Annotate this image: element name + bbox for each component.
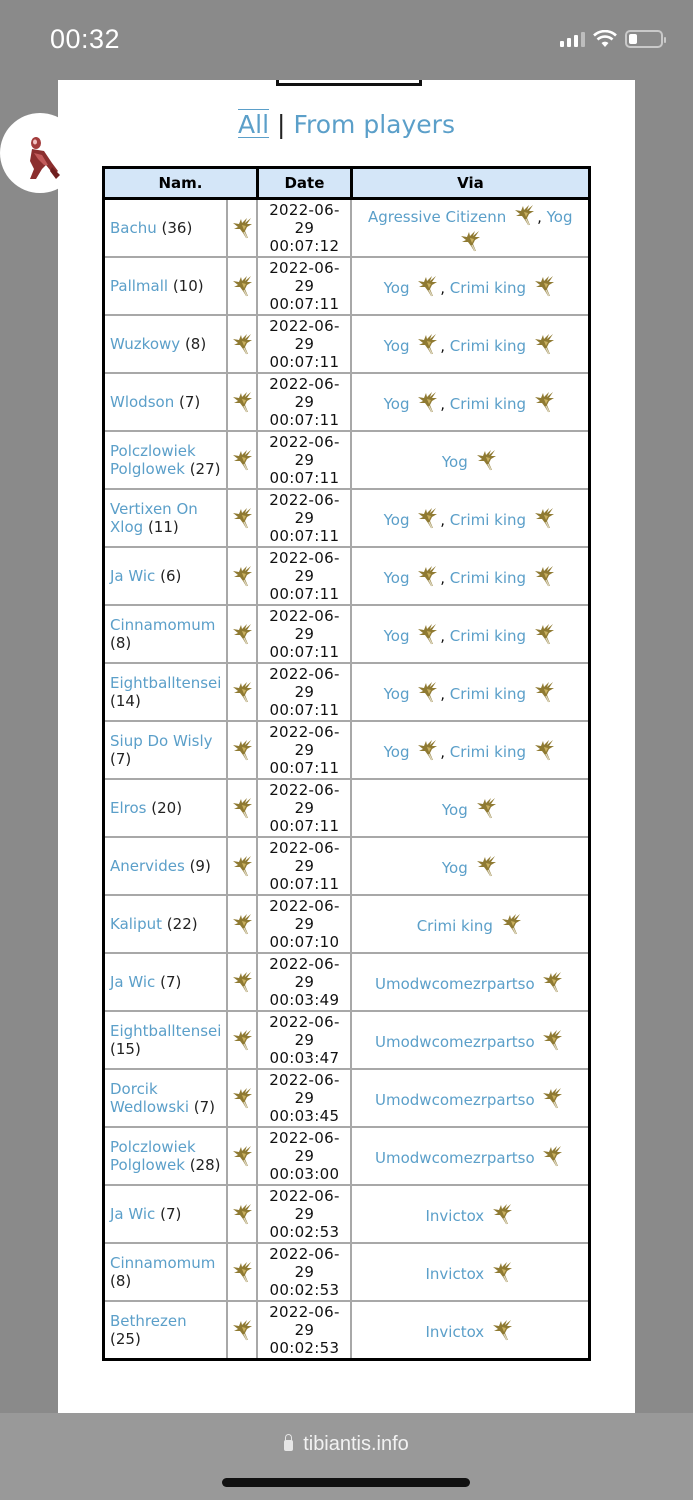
date-cell — [257, 1011, 351, 1069]
date-value: 2022-06- 29 — [269, 1071, 340, 1107]
victim-name-link[interactable]: Bachu — [110, 219, 157, 237]
date-value: 2022-06- 29 — [269, 201, 340, 237]
cellular-signal-icon — [560, 31, 585, 47]
victim-name-link[interactable]: Elros — [110, 799, 147, 817]
skull-creature-icon — [531, 395, 557, 413]
victim-name-link[interactable]: Polczlowiek Polglowek — [110, 1138, 196, 1174]
date-cell — [257, 547, 351, 605]
time-value: 00:07:11 — [269, 585, 340, 603]
victim-cell — [104, 663, 228, 721]
time-value: 00:03:49 — [269, 991, 340, 1009]
time-value: 00:03:45 — [269, 1107, 340, 1125]
table-row — [104, 315, 590, 373]
victim-cell — [104, 489, 228, 547]
victim-name-link[interactable]: Eightballtensei — [110, 674, 222, 692]
time-value: 00:07:11 — [269, 701, 340, 719]
victim-name-link[interactable]: Pallmall — [110, 277, 169, 295]
header-date: Date — [257, 168, 351, 199]
skull-creature-icon — [531, 627, 557, 645]
victim-level: (8) — [110, 1272, 132, 1290]
skull-creature-icon — [531, 569, 557, 587]
date-cell — [257, 1185, 351, 1243]
skull-creature-icon — [229, 281, 255, 299]
victim-level: (14) — [110, 692, 141, 710]
via-killer-link[interactable]: Yog — [383, 395, 410, 413]
victim-cell — [104, 1127, 228, 1185]
skull-creature-icon — [229, 803, 255, 821]
victim-cell — [104, 895, 228, 953]
skull-creature-icon — [539, 1033, 565, 1051]
victim-level: (7) — [178, 393, 201, 411]
victim-name-link[interactable]: Ja Wic — [110, 567, 156, 585]
victim-icon-cell — [227, 547, 257, 605]
victim-cell — [104, 1301, 228, 1360]
date-cell — [257, 373, 351, 431]
table-row — [104, 489, 590, 547]
skull-creature-icon — [531, 511, 557, 529]
date-cell — [257, 1127, 351, 1185]
date-value: 2022-06- 29 — [269, 433, 340, 469]
date-cell — [257, 953, 351, 1011]
address-bar[interactable] — [0, 1433, 693, 1456]
header-name: Nam. — [104, 168, 258, 199]
browser-bottom-bar — [0, 1413, 693, 1500]
victim-cell — [104, 315, 228, 373]
victim-icon-cell — [227, 1243, 257, 1301]
via-cell — [351, 953, 589, 1011]
victim-level: (11) — [147, 518, 179, 536]
victim-icon-cell — [227, 663, 257, 721]
time-value: 00:07:11 — [269, 817, 340, 835]
victim-icon-cell — [227, 895, 257, 953]
filter-all-link[interactable]: All — [238, 110, 270, 139]
via-killer-link[interactable]: Yog — [383, 337, 410, 355]
time-value: 00:07:12 — [269, 237, 340, 255]
table-row — [104, 895, 590, 953]
via-cell — [351, 315, 589, 373]
victim-cell — [104, 199, 228, 258]
status-icons — [560, 30, 663, 48]
skull-creature-icon — [229, 745, 255, 763]
victim-icon-cell — [227, 489, 257, 547]
victim-cell — [104, 837, 228, 895]
skull-creature-icon — [229, 629, 255, 647]
via-cell — [351, 1011, 589, 1069]
table-row — [104, 257, 590, 315]
via-cell — [351, 1185, 589, 1243]
time-value: 00:02:53 — [269, 1339, 340, 1357]
victim-icon-cell — [227, 1127, 257, 1185]
via-cell — [351, 663, 589, 721]
victim-level: (7) — [160, 1205, 182, 1223]
skull-creature-icon — [414, 569, 440, 587]
victim-icon-cell — [227, 605, 257, 663]
victim-cell — [104, 373, 228, 431]
time-value: 00:07:11 — [269, 527, 340, 545]
victim-name-link[interactable]: Dorcik Wedlowski — [110, 1080, 189, 1116]
date-cell — [257, 721, 351, 779]
victim-level: (36) — [161, 219, 193, 237]
victim-name-link[interactable]: Bethrezen — [110, 1312, 187, 1330]
skull-creature-icon — [229, 339, 255, 357]
victim-cell — [104, 1011, 228, 1069]
skull-creature-icon — [229, 1209, 255, 1227]
time-value: 00:07:11 — [269, 469, 340, 487]
table-row — [104, 373, 590, 431]
date-value: 2022-06- 29 — [269, 607, 340, 643]
skull-creature-icon — [531, 337, 557, 355]
filter-from-players-link[interactable]: From players — [293, 110, 455, 139]
skull-creature-icon — [489, 1323, 515, 1341]
battery-icon — [625, 30, 663, 48]
table-row — [104, 431, 590, 489]
skull-creature-icon — [229, 1035, 255, 1053]
skull-creature-icon — [229, 977, 255, 995]
victim-name-link[interactable]: Wuzkowy — [110, 335, 181, 353]
victim-name-link[interactable]: Eightballtensei — [110, 1022, 222, 1040]
skull-creature-icon — [531, 743, 557, 761]
date-value: 2022-06- 29 — [269, 317, 340, 353]
via-separator: , — [440, 685, 450, 703]
via-cell — [351, 605, 589, 663]
time-value: 00:03:00 — [269, 1165, 340, 1183]
via-separator: , — [440, 337, 450, 355]
skull-creature-icon — [473, 453, 499, 471]
table-row — [104, 199, 590, 258]
victim-level: (28) — [189, 1156, 221, 1174]
via-killer-link[interactable]: Yog — [383, 743, 410, 761]
date-value: 2022-06- 29 — [269, 955, 340, 991]
time-value: 00:03:47 — [269, 1049, 340, 1067]
skull-creature-icon — [539, 1091, 565, 1109]
victim-name-link[interactable]: Polczlowiek Polglowek — [110, 442, 196, 478]
time-value: 00:07:11 — [269, 353, 340, 371]
time-value: 00:07:11 — [269, 295, 340, 313]
victim-level: (8) — [184, 335, 207, 353]
via-killer-link[interactable]: Crimi king — [449, 627, 527, 645]
table-row — [104, 1185, 590, 1243]
victim-icon-cell — [227, 837, 257, 895]
skull-creature-icon — [414, 511, 440, 529]
victim-name-link[interactable]: Kaliput — [110, 915, 163, 933]
lock-icon — [284, 1440, 293, 1451]
table-row — [104, 779, 590, 837]
via-killer-link[interactable]: Crimi king — [449, 395, 527, 413]
date-cell — [257, 199, 351, 258]
date-cell — [257, 663, 351, 721]
skull-creature-icon — [229, 223, 255, 241]
table-row — [104, 1011, 590, 1069]
date-cell — [257, 257, 351, 315]
skull-creature-icon — [489, 1265, 515, 1283]
time-value: 00:07:10 — [269, 933, 340, 951]
table-row — [104, 1301, 590, 1360]
victim-level: (25) — [110, 1330, 141, 1348]
skull-creature-icon — [539, 975, 565, 993]
victim-level: (15) — [110, 1040, 141, 1058]
via-cell — [351, 1301, 589, 1360]
filter-separator: | — [277, 110, 286, 139]
via-separator: , — [440, 279, 450, 297]
victim-level: (20) — [151, 799, 183, 817]
via-killer-link[interactable]: Crimi king — [449, 279, 527, 297]
date-cell — [257, 1301, 351, 1360]
via-separator: , — [440, 395, 450, 413]
victim-level: (10) — [172, 277, 204, 295]
victim-icon-cell — [227, 257, 257, 315]
skull-creature-icon — [414, 395, 440, 413]
via-killer-link[interactable]: Crimi king — [449, 337, 527, 355]
via-killer-link[interactable]: Crimi king — [416, 917, 493, 935]
time-value: 00:07:11 — [269, 411, 340, 429]
via-cell — [351, 489, 589, 547]
victim-cell — [104, 1243, 228, 1301]
table-row — [104, 605, 590, 663]
victim-name-link[interactable]: Siup Do Wisly — [110, 732, 213, 750]
header-via: Via — [351, 168, 589, 199]
skull-creature-icon — [229, 455, 255, 473]
victim-name-link[interactable]: Cinnamomum — [110, 616, 216, 634]
victim-icon-cell — [227, 431, 257, 489]
date-value: 2022-06- 29 — [269, 723, 340, 759]
via-killer-link[interactable]: Yog — [383, 685, 410, 703]
victim-cell — [104, 1069, 228, 1127]
via-killer-link[interactable]: Crimi king — [449, 511, 527, 529]
via-killer-link[interactable]: Umodwcomezrpartso — [375, 1149, 535, 1167]
victim-level: (7) — [193, 1098, 216, 1116]
skull-creature-icon — [414, 685, 440, 703]
via-killer-link[interactable]: Invictox — [425, 1265, 485, 1283]
date-value: 2022-06- 29 — [269, 781, 340, 817]
victim-level: (27) — [189, 460, 221, 478]
via-killer-link[interactable]: Yog — [383, 279, 410, 297]
victim-icon-cell — [227, 315, 257, 373]
date-value: 2022-06- 29 — [269, 259, 340, 295]
skull-creature-icon — [414, 279, 440, 297]
skull-creature-icon — [473, 859, 499, 877]
via-separator: , — [440, 511, 450, 529]
skull-creature-icon — [229, 571, 255, 589]
date-cell — [257, 837, 351, 895]
time-value: 00:02:53 — [269, 1281, 340, 1299]
table-row — [104, 547, 590, 605]
via-killer-link[interactable]: Yog — [546, 208, 573, 226]
date-value: 2022-06- 29 — [269, 665, 340, 701]
table-row — [104, 953, 590, 1011]
table-row — [104, 663, 590, 721]
top-tab-edge — [276, 80, 422, 86]
web-page — [58, 80, 635, 1413]
date-value: 2022-06- 29 — [269, 549, 340, 585]
skull-creature-icon — [229, 1093, 255, 1111]
via-cell — [351, 547, 589, 605]
skull-creature-icon — [473, 801, 499, 819]
avatar[interactable] — [0, 113, 80, 193]
url-text: tibiantis.info — [303, 1433, 409, 1455]
table-header-row — [104, 168, 590, 199]
victim-cell — [104, 547, 228, 605]
date-value: 2022-06- 29 — [269, 1013, 340, 1049]
via-separator: , — [440, 743, 450, 761]
victim-cell — [104, 721, 228, 779]
via-cell — [351, 199, 589, 258]
victim-level: (7) — [160, 973, 182, 991]
via-killer-link[interactable]: Crimi king — [449, 569, 527, 587]
skull-creature-icon — [414, 627, 440, 645]
victim-icon-cell — [227, 953, 257, 1011]
date-cell — [257, 1243, 351, 1301]
deaths-table — [102, 166, 591, 1361]
victim-name-link[interactable]: Anervides — [110, 857, 185, 875]
date-value: 2022-06- 29 — [269, 1303, 340, 1339]
clock: 00:32 — [50, 24, 121, 54]
date-value: 2022-06- 29 — [269, 897, 340, 933]
victim-level: (22) — [166, 915, 198, 933]
date-cell — [257, 315, 351, 373]
date-cell — [257, 431, 351, 489]
victim-name-link[interactable]: Vertixen On Xlog — [110, 500, 198, 536]
skull-creature-icon — [229, 513, 255, 531]
skull-creature-icon — [414, 743, 440, 761]
via-cell — [351, 1069, 589, 1127]
via-killer-link[interactable]: Yog — [441, 453, 468, 471]
table-row — [104, 721, 590, 779]
via-killer-link[interactable]: Invictox — [425, 1323, 485, 1341]
skull-creature-icon — [229, 919, 255, 937]
skull-creature-icon — [539, 1149, 565, 1167]
date-cell — [257, 605, 351, 663]
via-cell — [351, 1127, 589, 1185]
victim-name-link[interactable]: Ja Wic — [110, 973, 156, 991]
victim-name-link[interactable]: Ja Wic — [110, 1205, 156, 1223]
victim-icon-cell — [227, 721, 257, 779]
victim-cell — [104, 431, 228, 489]
date-value: 2022-06- 29 — [269, 491, 340, 527]
via-killer-link[interactable]: Crimi king — [449, 743, 527, 761]
time-value: 00:07:11 — [269, 759, 340, 777]
skull-creature-icon — [511, 208, 537, 226]
via-cell — [351, 779, 589, 837]
victim-icon-cell — [227, 1011, 257, 1069]
via-separator: , — [440, 569, 450, 587]
victim-level: (9) — [189, 857, 211, 875]
victim-icon-cell — [227, 779, 257, 837]
skull-creature-icon — [229, 687, 255, 705]
via-cell — [351, 837, 589, 895]
via-killer-link[interactable]: Umodwcomezrpartso — [375, 1033, 535, 1051]
skull-creature-icon — [229, 1325, 255, 1343]
creature-avatar-icon — [22, 135, 62, 185]
via-cell — [351, 1243, 589, 1301]
via-cell — [351, 721, 589, 779]
date-cell — [257, 779, 351, 837]
victim-icon-cell — [227, 1069, 257, 1127]
skull-creature-icon — [489, 1207, 515, 1225]
victim-cell — [104, 1185, 228, 1243]
victim-level: (6) — [160, 567, 182, 585]
victim-cell — [104, 257, 228, 315]
victim-cell — [104, 953, 228, 1011]
table-row — [104, 1069, 590, 1127]
skull-creature-icon — [229, 1151, 255, 1169]
via-separator: , — [440, 627, 450, 645]
table-row — [104, 1127, 590, 1185]
kill-filter — [58, 110, 635, 139]
date-value: 2022-06- 29 — [269, 839, 340, 875]
via-killer-link[interactable]: Yog — [383, 511, 410, 529]
table-row — [104, 837, 590, 895]
via-cell — [351, 431, 589, 489]
victim-icon-cell — [227, 199, 257, 258]
wifi-icon — [593, 30, 617, 48]
via-killer-link[interactable]: Umodwcomezrpartso — [375, 975, 535, 993]
via-killer-link[interactable]: Yog — [441, 801, 468, 819]
via-killer-link[interactable]: Umodwcomezrpartso — [375, 1091, 535, 1109]
date-value: 2022-06- 29 — [269, 1129, 340, 1165]
victim-name-link[interactable]: Cinnamomum — [110, 1254, 216, 1272]
via-killer-link[interactable]: Yog — [383, 569, 410, 587]
table-row — [104, 1243, 590, 1301]
skull-creature-icon — [414, 337, 440, 355]
via-killer-link[interactable]: Yog — [441, 859, 468, 877]
via-killer-link[interactable]: Crimi king — [449, 685, 527, 703]
victim-icon-cell — [227, 373, 257, 431]
date-cell — [257, 489, 351, 547]
skull-creature-icon — [229, 1267, 255, 1285]
victim-name-link[interactable]: Wlodson — [110, 393, 175, 411]
victim-level: (8) — [110, 634, 132, 652]
victim-level: (7) — [110, 750, 132, 768]
via-cell — [351, 257, 589, 315]
date-value: 2022-06- 29 — [269, 1187, 340, 1223]
skull-creature-icon — [229, 397, 255, 415]
victim-icon-cell — [227, 1301, 257, 1360]
date-value: 2022-06- 29 — [269, 375, 340, 411]
time-value: 00:02:53 — [269, 1223, 340, 1241]
via-killer-link[interactable]: Agressive Citizenn — [367, 208, 507, 226]
time-value: 00:07:11 — [269, 643, 340, 661]
via-cell — [351, 373, 589, 431]
victim-icon-cell — [227, 1185, 257, 1243]
skull-creature-icon — [531, 685, 557, 703]
skull-creature-icon — [457, 234, 483, 252]
via-separator: , — [537, 208, 547, 226]
victim-cell — [104, 779, 228, 837]
date-cell — [257, 895, 351, 953]
skull-creature-icon — [498, 917, 524, 935]
victim-cell — [104, 605, 228, 663]
time-value: 00:07:11 — [269, 875, 340, 893]
status-bar — [0, 0, 693, 80]
via-cell — [351, 895, 589, 953]
date-cell — [257, 1069, 351, 1127]
via-killer-link[interactable]: Yog — [383, 627, 410, 645]
home-indicator[interactable] — [222, 1478, 470, 1487]
date-value: 2022-06- 29 — [269, 1245, 340, 1281]
skull-creature-icon — [229, 861, 255, 879]
skull-creature-icon — [531, 279, 557, 297]
via-killer-link[interactable]: Invictox — [425, 1207, 485, 1225]
